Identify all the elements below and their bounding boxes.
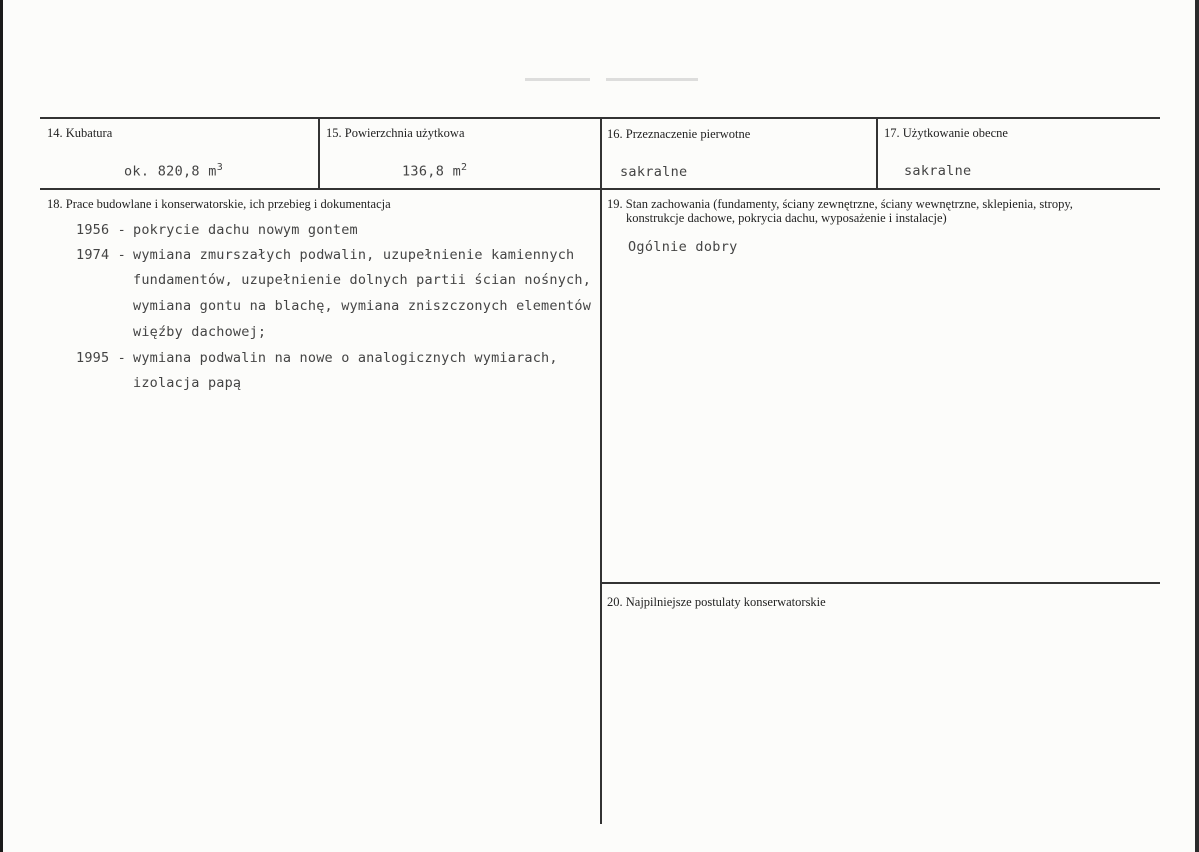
kubatura-label: 14. Kubatura: [47, 126, 113, 140]
form-section-rule: [601, 582, 1160, 584]
prace-line: wymiana gontu na blachę, wymiana zniszczonych elementów: [133, 298, 592, 314]
scan-edge-right: [1195, 0, 1199, 852]
postulaty-label: 20. Najpilniejsze postulaty konserwatorskie: [607, 595, 826, 609]
uzytkowanie-label: 17. Użytkowanie obecne: [884, 126, 1008, 140]
prace-line: pokrycie dachu nowym gontem: [133, 222, 358, 238]
col-divider-14-15: [318, 117, 320, 189]
stan-label-line1: 19. Stan zachowania (fundamenty, ściany zewnętrzne, ściany wewnętrzne, sklepienia, stropy,: [607, 197, 1073, 211]
prace-line: wymiana podwalin na nowe o analogicznych wymiarach,: [133, 350, 558, 366]
scan-edge-left: [0, 0, 3, 852]
col-divider-main: [600, 117, 602, 824]
scan-smudge: [606, 78, 698, 81]
stan-label-line2: konstrukcje dachowe, pokrycia dachu, wyposażenie i instalacje): [626, 211, 947, 225]
prace-year: 1956 -: [76, 222, 126, 238]
scan-smudge: [525, 78, 590, 81]
powierzchnia-unit-exponent: 2: [461, 162, 468, 173]
powierzchnia-label: 15. Powierzchnia użytkowa: [326, 126, 465, 140]
kubatura-unit-exponent: 3: [216, 162, 224, 173]
prace-line: wymiana zmurszałych podwalin, uzupełnienie kamiennych: [133, 247, 575, 263]
prace-label: 18. Prace budowlane i konserwatorskie, ich przebieg i dokumentacja: [47, 197, 391, 211]
prace-line: fundamentów, uzupełnienie dolnych partii ścian nośnych,: [133, 272, 592, 288]
prace-line: więźby dachowej;: [133, 324, 267, 340]
powierzchnia-value: 136,8 $m^2$: [402, 162, 468, 180]
prace-line: izolacja papą: [133, 375, 242, 391]
kubatura-value: ok. 820,8 $m^3$: [124, 162, 224, 180]
col-divider-16-17: [876, 117, 878, 189]
uzytkowanie-value: sakralne: [904, 163, 972, 179]
prace-year: 1974 -: [76, 247, 126, 263]
przeznaczenie-value: sakralne: [620, 164, 688, 180]
stan-value: Ogólnie dobry: [628, 239, 738, 255]
przeznaczenie-label: 16. Przeznaczenie pierwotne: [607, 127, 751, 141]
prace-year: 1995 -: [76, 350, 126, 366]
